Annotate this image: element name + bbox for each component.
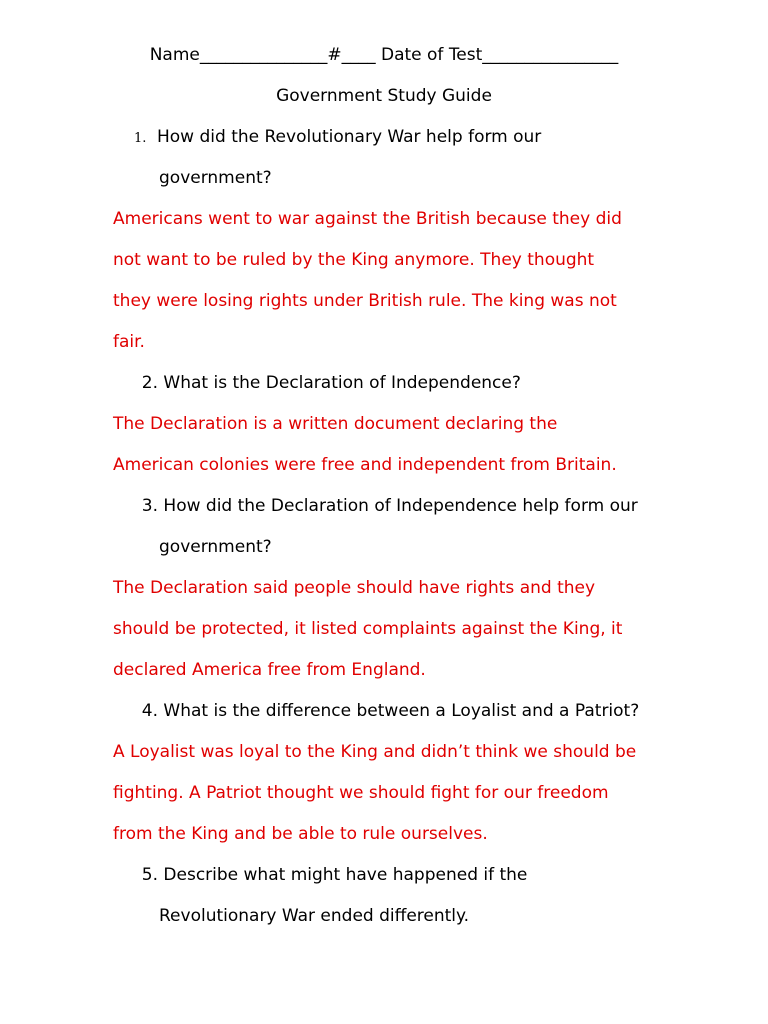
- question-1-continued: government?: [159, 168, 272, 188]
- answer-3-line-3: declared America free from England.: [113, 660, 426, 680]
- answer-4-line-1: A Loyalist was loyal to the King and didn’t think we should be: [113, 742, 637, 762]
- header-name-line: Name_______________#____ Date of Test________________: [149, 45, 619, 65]
- question-2-number: 2.: [141, 373, 158, 393]
- question-2: [134, 372, 521, 394]
- answer-1-line-2: not want to be ruled by the King anymore. They thought: [113, 250, 595, 270]
- answer-4-line-3: from the King and be able to rule ourselves.: [113, 824, 488, 844]
- question-1-text: How did the Revolutionary War help form our: [157, 127, 542, 147]
- question-3-continued: government?: [159, 537, 272, 557]
- answer-2-line-1: The Declaration is a written document declaring the: [113, 414, 558, 434]
- question-5-continued: Revolutionary War ended differently.: [159, 906, 470, 926]
- answer-1-line-3: they were losing rights under British rule. The king was not: [113, 291, 617, 311]
- answer-1-line-1: Americans went to war against the British because they did: [113, 209, 622, 229]
- page-title: Government Study Guide: [276, 86, 492, 106]
- question-4: [134, 700, 639, 722]
- question-1-number: 1.: [134, 131, 147, 146]
- answer-2-line-2: American colonies were free and independent from Britain.: [113, 455, 617, 475]
- question-2-text: What is the Declaration of Independence?: [163, 373, 521, 393]
- question-5-text: Describe what might have happened if the: [163, 865, 528, 885]
- question-5: [134, 864, 527, 886]
- question-4-number: 4.: [141, 701, 158, 721]
- answer-3-line-1: The Declaration said people should have rights and they: [113, 578, 596, 598]
- answer-4-line-2: fighting. A Patriot thought we should fight for our freedom: [113, 783, 609, 803]
- question-1: [134, 126, 541, 150]
- answer-1-line-4: fair.: [113, 332, 145, 352]
- question-3: [134, 495, 638, 517]
- question-3-text: How did the Declaration of Independence help form our: [163, 496, 638, 516]
- answer-3-line-2: should be protected, it listed complaints against the King, it: [113, 619, 623, 639]
- question-4-text: What is the difference between a Loyalist and a Patriot?: [163, 701, 640, 721]
- question-3-number: 3.: [141, 496, 158, 516]
- question-5-number: 5.: [141, 865, 158, 885]
